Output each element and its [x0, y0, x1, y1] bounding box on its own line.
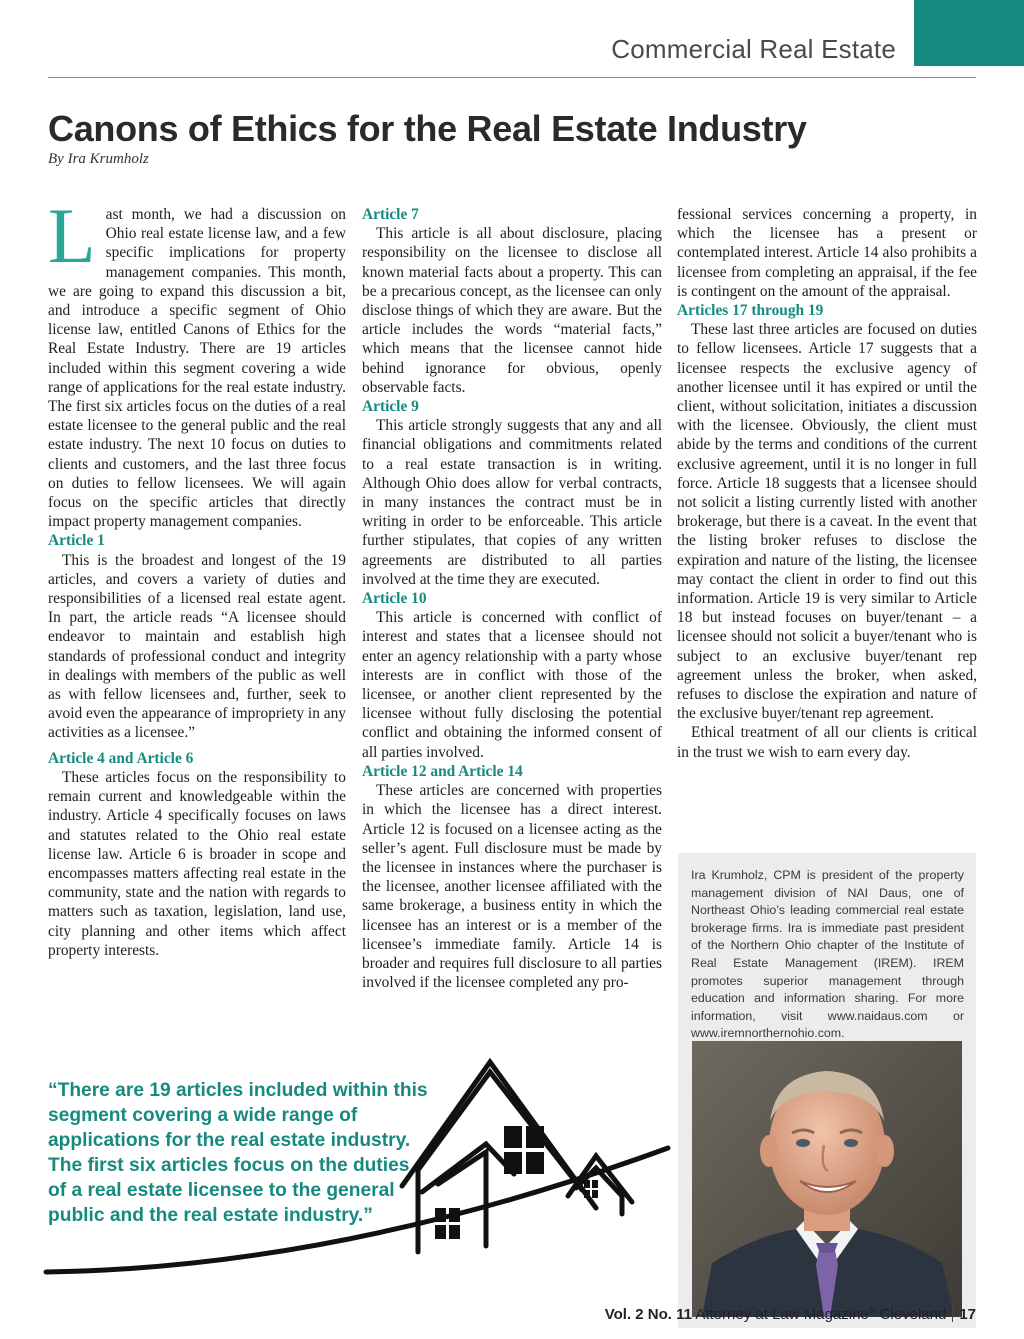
subhead-article-9: Article 9: [362, 398, 419, 416]
house-illustration: [40, 1056, 680, 1286]
article-column-2: [362, 205, 662, 992]
drop-cap: L: [48, 192, 96, 279]
header-accent-block: [914, 0, 1024, 66]
subhead-article-7: Article 7: [362, 206, 419, 223]
intro-paragraph: [48, 192, 346, 531]
footer-registered-mark: ®: [868, 1305, 876, 1315]
subhead-article-4-6: Article 4 and Article 6: [48, 749, 194, 767]
footer-volume: Vol. 2 No. 11: [604, 1306, 692, 1323]
footer-separator: [952, 1306, 953, 1322]
paragraph-article-1: This is the broadest and longest of the 19 articles, and covers a variety of duties and responsibilities of a licensed real estate agent. In part, the article reads “A licensee should endeavor to maintain and establish high standards of professional conduct and integrity in dealings with members of the public as well as with fellow licensees and, further, seek to avoid even the appearance of impropriety in any activities as a licensee.”: [48, 551, 346, 742]
paragraph-article-17-19: These last three articles are focused on duties to fellow licensees. Article 17 suggests that a licensee respects the exclusive agency of another licensee until it has expired or until the client, without solicitation, initiates a discussion with the licensee. Obviously, the client must abide by the terms and conditions of the current exclusive agreement, until it is no longer in full force. Article 18 suggests that a licensee should not solicit a listing currently listed with another brokerage, but there is a caveat. In the event that the listing broker refuses to disclose the expiration and nature of the listing, the licensee may contact the client in order to find out this information. Article 19 is very similar to Article 18 but instead focuses on buyer/tenant – a licensee should not solicit a buyer/tenant who is subject to an exclusive buyer/tenant rep agreement unless the broker, when asked, refuses to disclose the expiration and nature of the exclusive buyer/tenant rep agreement.: [677, 321, 977, 723]
paragraph-article-4-6: These articles focus on the responsibility to remain current and knowledgeable within the industry. Article 4 specifically focuses on laws and statutes related to the Ohio real estate license law. Article 6 is broader in scope and encompasses matters affecting real estate in the community, state and the nation with regards to matters such as taxation, legislation, land use, city planning and other items which affect property interests.: [48, 768, 346, 959]
page-footer: [605, 1305, 976, 1323]
subhead-article-1: Article 1: [48, 532, 105, 550]
paragraph-article-10: This article is concerned with conflict of interest and states that a licensee should not enter an agency relationship with a party whose interests are in conflict with those of the licensee, or another client represented by the licensee without fully disclosing the potential conflict and obtaining the informed consent of all parties involved.: [362, 609, 662, 761]
pull-quote: “There are 19 articles included within this segment covering a wide range of applications for the real estate industry. The first six articles focus on the duties of a real estate licensee to the general public and the real estate industry.”: [48, 1080, 428, 1226]
paragraph-closing: Ethical treatment of all our clients is critical in the trust we wish to earn every day.: [677, 724, 977, 761]
header-divider: [48, 77, 976, 78]
subhead-article-12-14: Article 12 and Article 14: [362, 762, 523, 780]
author-photo: [692, 1041, 962, 1317]
paragraph-continued: fessional services concerning a property, in which the licensee has a present or contemplated interest. Article 14 also prohibits a licensee from completing an appraisal, if the fee is contingent on the amount of the appraisal.: [677, 206, 977, 300]
author-bio-text: Ira Krumholz, CPM is president of the property management division of NAI Daus, one of Northeast Ohio’s leading commercial real estate brokerage firms. Ira is immediate past president of the Northern Ohio chapter of the Institute of Real Estate Management (IREM). IREM promotes superior management through education and information sharing. For more information, visit www.naidaus.com or www.iremnorthernohio.com.: [691, 868, 964, 1041]
paragraph-article-12-14: These articles are concerned with properties in which the licensee has a direct interest. Article 12 is focused on a licensee acting as the seller’s agent. Full disclosure must be made by the licensee in instances where the purchaser is the licensee, another licensee affiliated with the same brokerage, a business entity in which the licensee has an interest or is a member of the licensee’s immediate family. Article 14 is broader and requires full disclosure to all parties involved if the licensee completed any pro-: [362, 782, 662, 992]
footer-page-number: 17: [959, 1306, 976, 1323]
paragraph-article-9: This article strongly suggests that any and all financial obligations and commitments related to a real estate transaction is in writing. Although Ohio does allow for verbal contracts, in many instances the contract must be in writing in order to be enforceable. This article further stipulates, that copies of any written agreements are distributed to all parties involved at the time they are executed.: [362, 417, 662, 588]
author-bio-box: [678, 853, 976, 1328]
intro-text: ast month, we had a discussion on Ohio real estate license law, and a few specific implications for property management companies. This month, we are going to expand this discussion a bit, and introduce a specific segment of Ohio license law, entitled Canons of Ethics for the Real Estate Industry. There are 19 articles included within this segment covering a wide range of applications for the real estate industry. The first six articles focus on the duties of a real estate licensee to the general public and the real estate industry. The next 10 focus on duties to clients and customers, and the last three focus on duties to fellow licensees. We will again focus on the specific articles that directly impact property management companies.: [48, 206, 346, 531]
section-label: Commercial Real Estate: [611, 34, 896, 64]
article-title: Canons of Ethics for the Real Estate Industry: [48, 108, 807, 149]
footer-city: Cleveland: [879, 1306, 947, 1323]
article-column-3: [677, 205, 977, 762]
paragraph-article-7: This article is all about disclosure, placing responsibility on the licensee to disclose all known material facts about a property. This can be a precarious concept, as the licensee can only disclose things of which they are aware. But the article includes the words “material facts,” which means that the licensee cannot hide behind ignorance for obvious, openly observable facts.: [362, 225, 662, 396]
subhead-article-17-19: Articles 17 through 19: [677, 302, 824, 320]
subhead-article-10: Article 10: [362, 590, 427, 608]
article-column-1: [48, 192, 346, 960]
footer-magazine: Attorney at Law Magazine: [695, 1306, 869, 1323]
article-byline: By Ira Krumholz: [48, 151, 149, 167]
